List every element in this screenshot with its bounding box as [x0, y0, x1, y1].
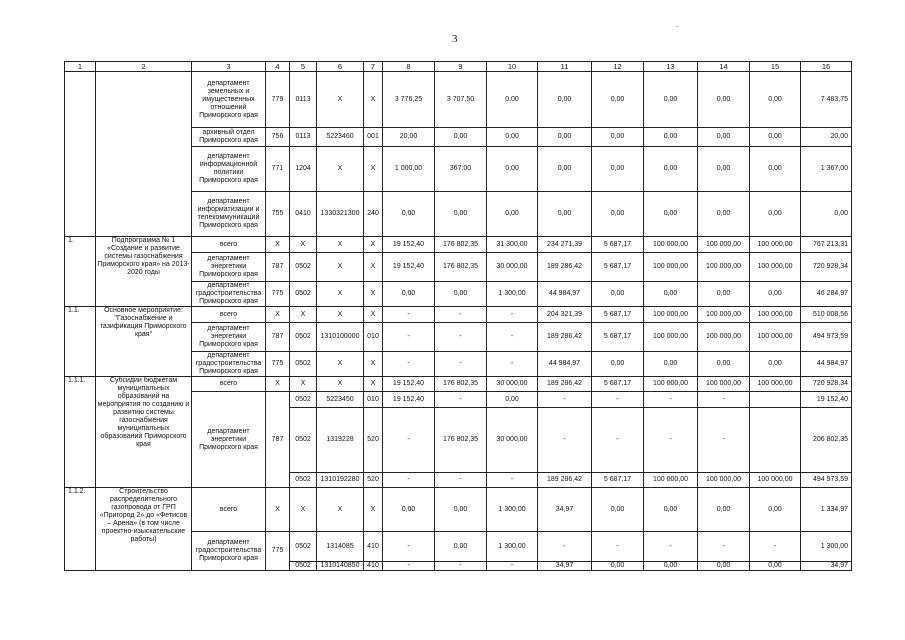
section-code: 0502 [290, 408, 317, 473]
year-amount: 0,00 [750, 488, 801, 532]
ministry-code: 779 [266, 72, 290, 128]
year-amount: - [538, 532, 592, 562]
year-amount: 44 984,97 [801, 352, 852, 377]
section-code: 0502 [290, 352, 317, 377]
column-header: 13 [644, 62, 698, 72]
column-header: 8 [383, 62, 435, 72]
year-amount: 0,00 [592, 488, 644, 532]
target-code: 1310100000 [317, 323, 364, 352]
year-amount: 0,00 [698, 562, 750, 571]
year-amount: 3 707,50 [435, 72, 487, 128]
year-amount: 1 300,00 [487, 282, 538, 307]
year-amount: 100 000,00 [644, 377, 698, 392]
column-header: 16 [801, 62, 852, 72]
year-amount: 100 000,00 [644, 307, 698, 323]
column-header: 1 [65, 62, 96, 72]
year-amount: 19 152,40 [383, 253, 435, 282]
column-header: 12 [592, 62, 644, 72]
year-amount: - [383, 532, 435, 562]
column-header: 15 [750, 62, 801, 72]
column-header: 3 [192, 62, 266, 72]
year-amount: 0,00 [644, 352, 698, 377]
year-amount: 767 213,31 [801, 237, 852, 253]
year-amount: 0,00 [538, 128, 592, 147]
year-amount: 100 000,00 [750, 473, 801, 488]
year-amount: 0,00 [698, 128, 750, 147]
section-code: X [290, 488, 317, 532]
year-amount: 720 928,34 [801, 253, 852, 282]
year-amount: 0,00 [538, 147, 592, 192]
year-amount: 20,00 [383, 128, 435, 147]
executor-name: всего [192, 237, 266, 253]
section-code: 0113 [290, 72, 317, 128]
year-amount: 234 271,39 [538, 237, 592, 253]
year-amount: 100 000,00 [750, 237, 801, 253]
target-code: X [317, 237, 364, 253]
target-code: X [317, 147, 364, 192]
expense-type-code: X [364, 377, 383, 392]
section-code: 1204 [290, 147, 317, 192]
executor-name: департамент энергетики Приморского края [192, 392, 266, 488]
column-header: 9 [435, 62, 487, 72]
year-amount: 1 334,97 [801, 488, 852, 532]
year-amount: 1 300,00 [487, 488, 538, 532]
target-code: X [317, 253, 364, 282]
year-amount: 204 321,39 [538, 307, 592, 323]
year-amount: 0,00 [698, 352, 750, 377]
header-row [65, 62, 852, 72]
ministry-code: 775 [266, 352, 290, 377]
section-code: 0410 [290, 192, 317, 237]
year-amount: 1 300,00 [801, 532, 852, 562]
expense-type-code: X [364, 147, 383, 192]
year-amount: 0,00 [644, 128, 698, 147]
year-amount: - [644, 408, 698, 473]
executor-name: департамент земельных и имущественных отношений Приморского края [192, 72, 266, 128]
year-amount: 100 000,00 [698, 323, 750, 352]
year-amount: 0,00 [592, 72, 644, 128]
year-amount: 206 802,35 [801, 408, 852, 473]
year-amount: 189 286,42 [538, 323, 592, 352]
year-amount: 100 000,00 [698, 253, 750, 282]
year-amount: 510 008,56 [801, 307, 852, 323]
year-amount: - [538, 408, 592, 473]
year-amount: - [435, 473, 487, 488]
table-row [65, 488, 852, 532]
year-amount: - [383, 473, 435, 488]
expense-type-code: 520 [364, 408, 383, 473]
year-amount: 0,00 [592, 282, 644, 307]
target-code: X [317, 72, 364, 128]
year-amount: 30 000,00 [487, 253, 538, 282]
target-code: 1314085 [317, 532, 364, 562]
item-name [96, 72, 192, 237]
target-code: X [317, 352, 364, 377]
year-amount: 0,00 [383, 192, 435, 237]
year-amount: - [698, 408, 750, 473]
section-code: 0502 [290, 562, 317, 571]
year-amount: 34,97 [801, 562, 852, 571]
year-amount: - [383, 307, 435, 323]
ministry-code: X [266, 237, 290, 253]
year-amount: 31 300,00 [487, 237, 538, 253]
column-header: 7 [364, 62, 383, 72]
expense-type-code: X [364, 72, 383, 128]
year-amount: - [592, 392, 644, 408]
year-amount: 44 984,97 [538, 352, 592, 377]
year-amount: 100 000,00 [644, 323, 698, 352]
year-amount: 0,00 [644, 562, 698, 571]
target-code: X [317, 488, 364, 532]
year-amount: 3 776,25 [383, 72, 435, 128]
year-amount: 0,00 [698, 72, 750, 128]
year-amount: 0,00 [750, 72, 801, 128]
year-amount: - [538, 392, 592, 408]
year-amount: 0,00 [487, 72, 538, 128]
year-amount: 19 152,40 [383, 392, 435, 408]
year-amount: 176 802,35 [435, 237, 487, 253]
target-code: 1310192280 [317, 473, 364, 488]
year-amount: 19 152,40 [801, 392, 852, 408]
expense-type-code: X [364, 352, 383, 377]
column-header: 4 [266, 62, 290, 72]
year-amount: 0,00 [435, 488, 487, 532]
year-amount: 100 000,00 [750, 323, 801, 352]
item-number: 1.1.2. [65, 488, 96, 571]
section-code: 0502 [290, 323, 317, 352]
section-code: 0502 [290, 473, 317, 488]
year-amount: - [435, 323, 487, 352]
column-header: 10 [487, 62, 538, 72]
year-amount: 100 000,00 [698, 307, 750, 323]
item-number: 1.1.1. [65, 377, 96, 488]
year-amount: 0,00 [698, 192, 750, 237]
section-code: 0502 [290, 392, 317, 408]
year-amount: 0,00 [487, 192, 538, 237]
year-amount: 367,00 [435, 147, 487, 192]
year-amount: 0,00 [801, 192, 852, 237]
column-header: 5 [290, 62, 317, 72]
ministry-code: X [266, 307, 290, 323]
year-amount: - [435, 562, 487, 571]
ministry-code: 787 [266, 392, 290, 488]
expense-type-code: 001 [364, 128, 383, 147]
column-header: 11 [538, 62, 592, 72]
expense-type-code: X [364, 253, 383, 282]
year-amount: 176 802,35 [435, 408, 487, 473]
budget-table [64, 61, 852, 571]
executor-name: департамент энергетики Приморского края [192, 323, 266, 352]
year-amount: 100 000,00 [750, 253, 801, 282]
year-amount: 19 152,40 [383, 237, 435, 253]
target-code: X [317, 282, 364, 307]
target-code: 5223460 [317, 128, 364, 147]
year-amount: 0,00 [644, 488, 698, 532]
year-amount: 5 687,17 [592, 323, 644, 352]
item-name: Основное мероприятие: "Газоснабжение и газификация Приморского края" [96, 307, 192, 377]
ministry-code: 787 [266, 323, 290, 352]
year-amount: 189 286,42 [538, 253, 592, 282]
year-amount: 176 802,35 [435, 253, 487, 282]
year-amount: 0,00 [698, 488, 750, 532]
year-amount: 100 000,00 [698, 473, 750, 488]
section-code: 0502 [290, 532, 317, 562]
year-amount: 46 284,97 [801, 282, 852, 307]
table-row [65, 72, 852, 128]
ministry-code: 775 [266, 532, 290, 571]
ministry-code: 787 [266, 253, 290, 282]
year-amount: 20,00 [801, 128, 852, 147]
item-name: Подпрограмма № 1 «Создание и развитие системы газоснабжения Приморского края» на 2013-2020 годы [96, 237, 192, 307]
section-code: X [290, 237, 317, 253]
executor-name: департамент градостроительства Приморского края [192, 282, 266, 307]
expense-type-code: X [364, 282, 383, 307]
year-amount: 100 000,00 [698, 377, 750, 392]
year-amount: - [487, 307, 538, 323]
table-row [65, 307, 852, 323]
executor-name: департамент градостроительства Приморского края [192, 352, 266, 377]
year-amount: 0,00 [435, 282, 487, 307]
ministry-code: 755 [266, 192, 290, 237]
column-header: 2 [96, 62, 192, 72]
year-amount: 0,00 [487, 392, 538, 408]
target-code: X [317, 377, 364, 392]
year-amount: 5 687,17 [592, 253, 644, 282]
year-amount: - [383, 562, 435, 571]
year-amount: 189 286,42 [538, 473, 592, 488]
item-name: Строительство распределительного газопровода от ГРП «Пригород 2» до «Фетисов – Арена» (в том числе проектно-изыскательские работы) [96, 488, 192, 571]
year-amount: 5 687,17 [592, 473, 644, 488]
year-amount: 0,00 [538, 72, 592, 128]
year-amount: 1 300,00 [487, 532, 538, 562]
year-amount: 100 000,00 [644, 253, 698, 282]
expense-type-code: 410 [364, 532, 383, 562]
year-amount: - [698, 532, 750, 562]
year-amount: 0,00 [435, 532, 487, 562]
ministry-code: 775 [266, 282, 290, 307]
year-amount: - [487, 323, 538, 352]
year-amount: 0,00 [644, 282, 698, 307]
year-amount: - [435, 307, 487, 323]
year-amount: 100 000,00 [750, 307, 801, 323]
year-amount: 100 000,00 [750, 377, 801, 392]
year-amount: 34,97 [538, 562, 592, 571]
item-name: Субсидии бюджетам муниципальных образований на мероприятия по созданию и развитию системы газоснабжения муниципальных образований Приморского края [96, 377, 192, 488]
ministry-code: X [266, 377, 290, 392]
table-row [65, 377, 852, 392]
year-amount: - [383, 323, 435, 352]
expense-type-code: X [364, 307, 383, 323]
year-amount: - [698, 392, 750, 408]
year-amount: 0,00 [592, 352, 644, 377]
ministry-code: 771 [266, 147, 290, 192]
year-amount: - [644, 392, 698, 408]
year-amount: 0,00 [538, 192, 592, 237]
executor-name: департамент информационной политики Приморского края [192, 147, 266, 192]
executor-name: департамент градостроительства Приморского края [192, 532, 266, 571]
year-amount: 0,00 [750, 562, 801, 571]
page-number: 3 [452, 33, 458, 45]
section-code: 0113 [290, 128, 317, 147]
year-amount: - [750, 532, 801, 562]
target-code: 5223450 [317, 392, 364, 408]
year-amount: - [487, 473, 538, 488]
executor-name: всего [192, 377, 266, 392]
target-code: 1310140850 [317, 562, 364, 571]
expense-type-code: X [364, 488, 383, 532]
table-row [65, 237, 852, 253]
expense-type-code: X [364, 237, 383, 253]
target-code: 1330321300 [317, 192, 364, 237]
year-amount: 0,00 [644, 192, 698, 237]
year-amount: 0,00 [698, 147, 750, 192]
year-amount: - [592, 532, 644, 562]
year-amount: 1 367,00 [801, 147, 852, 192]
year-amount: 19 152,40 [383, 377, 435, 392]
year-amount: 0,00 [698, 282, 750, 307]
year-amount: 44 984,97 [538, 282, 592, 307]
year-amount: 0,00 [750, 352, 801, 377]
expense-type-code: 520 [364, 473, 383, 488]
column-header: 14 [698, 62, 750, 72]
year-amount: 0,00 [644, 72, 698, 128]
item-number: 1. [65, 237, 96, 307]
executor-name: всего [192, 307, 266, 323]
year-amount: 0,00 [644, 147, 698, 192]
section-code: X [290, 307, 317, 323]
year-amount: 30 000,00 [487, 377, 538, 392]
year-amount: - [383, 352, 435, 377]
item-number: 1.1. [65, 307, 96, 377]
year-amount: 494 973,59 [801, 473, 852, 488]
year-amount: - [644, 532, 698, 562]
section-code: 0502 [290, 253, 317, 282]
section-code: X [290, 377, 317, 392]
expense-type-code: 240 [364, 192, 383, 237]
year-amount: - [435, 352, 487, 377]
year-amount: 0,00 [435, 192, 487, 237]
year-amount [750, 408, 801, 473]
year-amount: 494 973,59 [801, 323, 852, 352]
ministry-code: X [266, 488, 290, 532]
year-amount: 0,00 [487, 128, 538, 147]
year-amount: 5 687,17 [592, 237, 644, 253]
year-amount: 0,00 [750, 282, 801, 307]
corner-mark: . [676, 20, 679, 29]
section-code: 0502 [290, 282, 317, 307]
year-amount: 720 928,34 [801, 377, 852, 392]
year-amount: 0,00 [383, 488, 435, 532]
executor-name: всего [192, 488, 266, 532]
year-amount: 34,97 [538, 488, 592, 532]
executor-name: департамент информатизации и телекоммуникаций Приморского края [192, 192, 266, 237]
column-header: 6 [317, 62, 364, 72]
year-amount: 7 483,75 [801, 72, 852, 128]
year-amount: 5 687,17 [592, 377, 644, 392]
year-amount: 100 000,00 [644, 473, 698, 488]
year-amount: 189 286,42 [538, 377, 592, 392]
year-amount: - [487, 352, 538, 377]
item-number [65, 72, 96, 237]
expense-type-code: 410 [364, 562, 383, 571]
year-amount: 0,00 [592, 562, 644, 571]
year-amount: 100 000,00 [644, 237, 698, 253]
year-amount: 176 802,35 [435, 377, 487, 392]
year-amount: 0,00 [592, 192, 644, 237]
executor-name: департамент энергетики Приморского края [192, 253, 266, 282]
expense-type-code: 010 [364, 392, 383, 408]
year-amount: - [435, 392, 487, 408]
year-amount: 0,00 [750, 192, 801, 237]
year-amount: 0,00 [592, 128, 644, 147]
year-amount: 0,00 [592, 147, 644, 192]
year-amount: 5 687,17 [592, 307, 644, 323]
target-code: X [317, 307, 364, 323]
year-amount [750, 392, 801, 408]
year-amount: - [383, 408, 435, 473]
year-amount: 0,00 [750, 147, 801, 192]
expense-type-code: 010 [364, 323, 383, 352]
ministry-code: 756 [266, 128, 290, 147]
year-amount: 30 000,00 [487, 408, 538, 473]
target-code: 1319228 [317, 408, 364, 473]
year-amount: 1 000,00 [383, 147, 435, 192]
year-amount: 0,00 [435, 128, 487, 147]
year-amount: 0,00 [487, 147, 538, 192]
year-amount: - [592, 408, 644, 473]
year-amount: 0,00 [750, 128, 801, 147]
year-amount: 0,00 [383, 282, 435, 307]
year-amount: - [487, 562, 538, 571]
executor-name: архивный отдел Приморского края [192, 128, 266, 147]
year-amount: 100 000,00 [698, 237, 750, 253]
